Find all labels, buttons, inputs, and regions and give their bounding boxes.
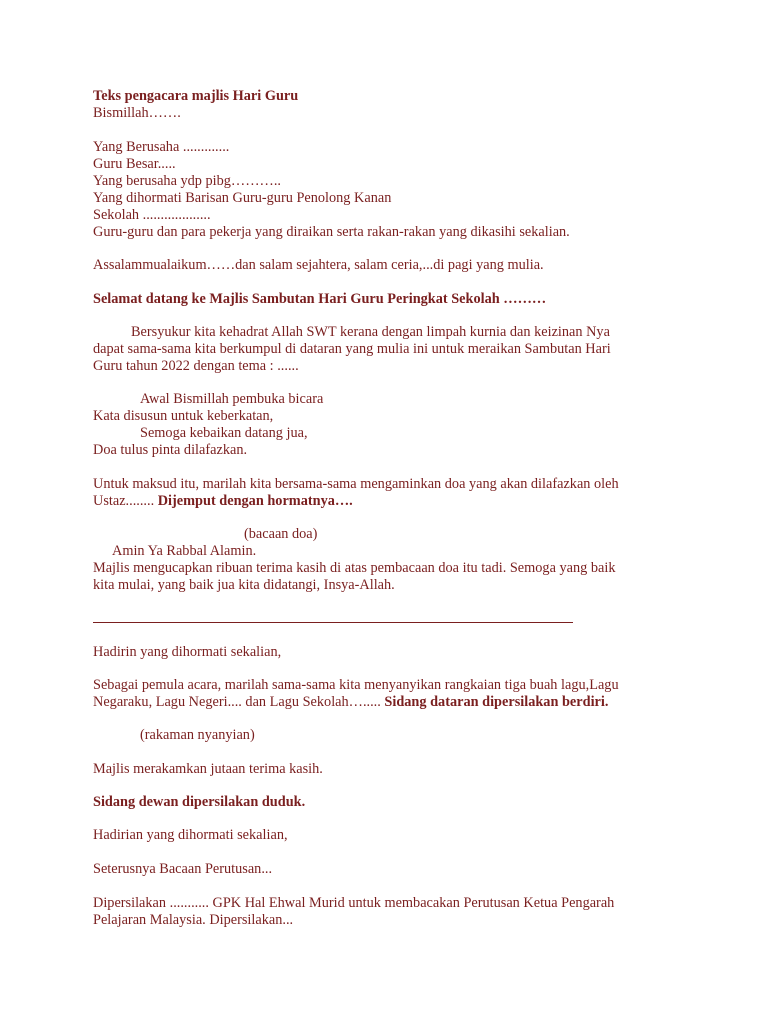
pantun-line: Awal Bismillah pembuka bicara: [140, 391, 324, 407]
salutation-line: Yang dihormati Barisan Guru-guru Penolong Kanan: [93, 190, 392, 206]
doa-invite-line: Untuk maksud itu, marilah kita bersama-sama mengaminkan doa yang akan dilafazkan oleh: [93, 476, 619, 492]
bacaan-doa-note: (bacaan doa): [244, 526, 318, 542]
dipersilakan-line: Dipersilakan ........... GPK Hal Ehwal Murid untuk membacakan Perutusan Ketua Pengarah: [93, 895, 615, 911]
pemula-line: Sebagai pemula acara, marilah sama-sama kita menyanyikan rangkaian tiga buah lagu,Lagu: [93, 677, 619, 693]
pemula-emphasis: Sidang dataran dipersilakan berdiri.: [384, 694, 609, 710]
document-title: Teks pengacara majlis Hari Guru: [93, 88, 299, 104]
doa-invite-text: Ustaz........: [93, 493, 158, 509]
salutation-line: Sekolah ...................: [93, 207, 211, 223]
doa-invite-emphasis: Dijemput dengan hormatnya….: [157, 493, 353, 509]
duduk-heading: Sidang dewan dipersilakan duduk.: [93, 794, 306, 810]
salutation-line: Guru-guru dan para pekerja yang diraikan serta rakan-rakan yang dikasihi sekalian.: [93, 224, 570, 240]
salutation-line: Yang berusaha ydp pibg………..: [93, 173, 281, 189]
paragraph-line: Bersyukur kita kehadrat Allah SWT kerana dengan limpah kurnia dan keizinan Nya: [131, 324, 610, 340]
rakaman-note: (rakaman nyanyian): [140, 727, 255, 743]
doa-invite-line: [93, 493, 353, 510]
pemula-line: [93, 694, 608, 711]
greeting-line: Assalammualaikum……dan salam sejahtera, salam ceria,...di pagi yang mulia.: [93, 257, 544, 273]
paragraph-line: Guru tahun 2022 dengan tema : ......: [93, 358, 299, 374]
merakamkan-line: Majlis merakamkan jutaan terima kasih.: [93, 761, 323, 777]
thanks-line: kita mulai, yang baik jua kita didatangi, Insya-Allah.: [93, 577, 395, 593]
pantun-line: Doa tulus pinta dilafazkan.: [93, 442, 248, 458]
welcome-heading: Selamat datang ke Majlis Sambutan Hari Guru Peringkat Sekolah ………: [93, 291, 547, 307]
pantun-line: Semoga kebaikan datang jua,: [140, 425, 308, 441]
dipersilakan-line: Pelajaran Malaysia. Dipersilakan...: [93, 912, 294, 928]
salutation-line: Yang Berusaha .............: [93, 139, 230, 155]
pantun-line: Kata disusun untuk keberkatan,: [93, 408, 274, 424]
paragraph-line: dapat sama-sama kita berkumpul di dataran yang mulia ini untuk meraikan Sambutan Hari: [93, 341, 611, 357]
section-divider: [93, 622, 573, 623]
salutation-line: Guru Besar.....: [93, 156, 176, 172]
hadirin-line: Hadirin yang dihormati sekalian,: [93, 644, 282, 660]
amin-line: Amin Ya Rabbal Alamin.: [112, 543, 257, 559]
bismillah-line: Bismillah…….: [93, 105, 181, 121]
seterusnya-line: Seterusnya Bacaan Perutusan...: [93, 861, 273, 877]
thanks-line: Majlis mengucapkan ribuan terima kasih di atas pembacaan doa itu tadi. Semoga yang baik: [93, 560, 616, 576]
hadirin-line: Hadirian yang dihormati sekalian,: [93, 827, 288, 843]
pemula-text: Negaraku, Lagu Negeri.... dan Lagu Sekolah….....: [93, 694, 385, 710]
